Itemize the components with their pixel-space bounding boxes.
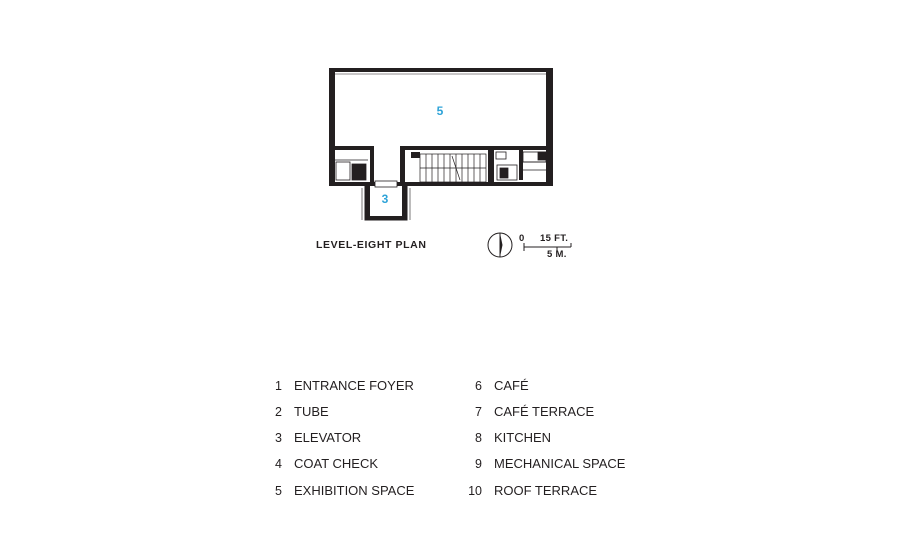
legend-number: 4	[275, 457, 282, 471]
legend-label: ENTRANCE FOYER	[294, 378, 414, 393]
stairs	[420, 154, 486, 182]
legend-label: CAFÉ TERRACE	[494, 404, 595, 419]
scale-meters-label: 5 M.	[547, 249, 567, 260]
legend-label: TUBE	[294, 404, 329, 419]
left-service-rooms	[335, 160, 368, 180]
legend-number: 7	[475, 405, 482, 419]
legend-number: 5	[275, 484, 282, 498]
legend-label: MECHANICAL SPACE	[494, 456, 626, 471]
legend-label: CAFÉ	[494, 378, 529, 393]
legend-number: 10	[468, 484, 482, 498]
plan-title: LEVEL-EIGHT PLAN	[316, 239, 427, 251]
north-arrow-icon	[488, 233, 512, 257]
room-label-exhibition: 5	[436, 104, 444, 118]
legend-number: 1	[275, 379, 282, 393]
scale-feet-label: 15 FT.	[540, 233, 569, 244]
legend-label: COAT CHECK	[294, 456, 379, 471]
room-label-elevator: 3	[381, 192, 389, 206]
legend-number: 2	[275, 405, 282, 419]
legend-label: ROOF TERRACE	[494, 483, 598, 498]
scale-zero-label: 0	[519, 233, 525, 244]
legend-number: 6	[475, 379, 482, 393]
legend-number: 8	[475, 431, 482, 445]
legend-label: KITCHEN	[494, 430, 552, 445]
legend-label: ELEVATOR	[294, 430, 362, 445]
legend-label: EXHIBITION SPACE	[294, 483, 415, 498]
legend-number: 9	[475, 457, 482, 471]
legend-number: 3	[275, 431, 282, 445]
